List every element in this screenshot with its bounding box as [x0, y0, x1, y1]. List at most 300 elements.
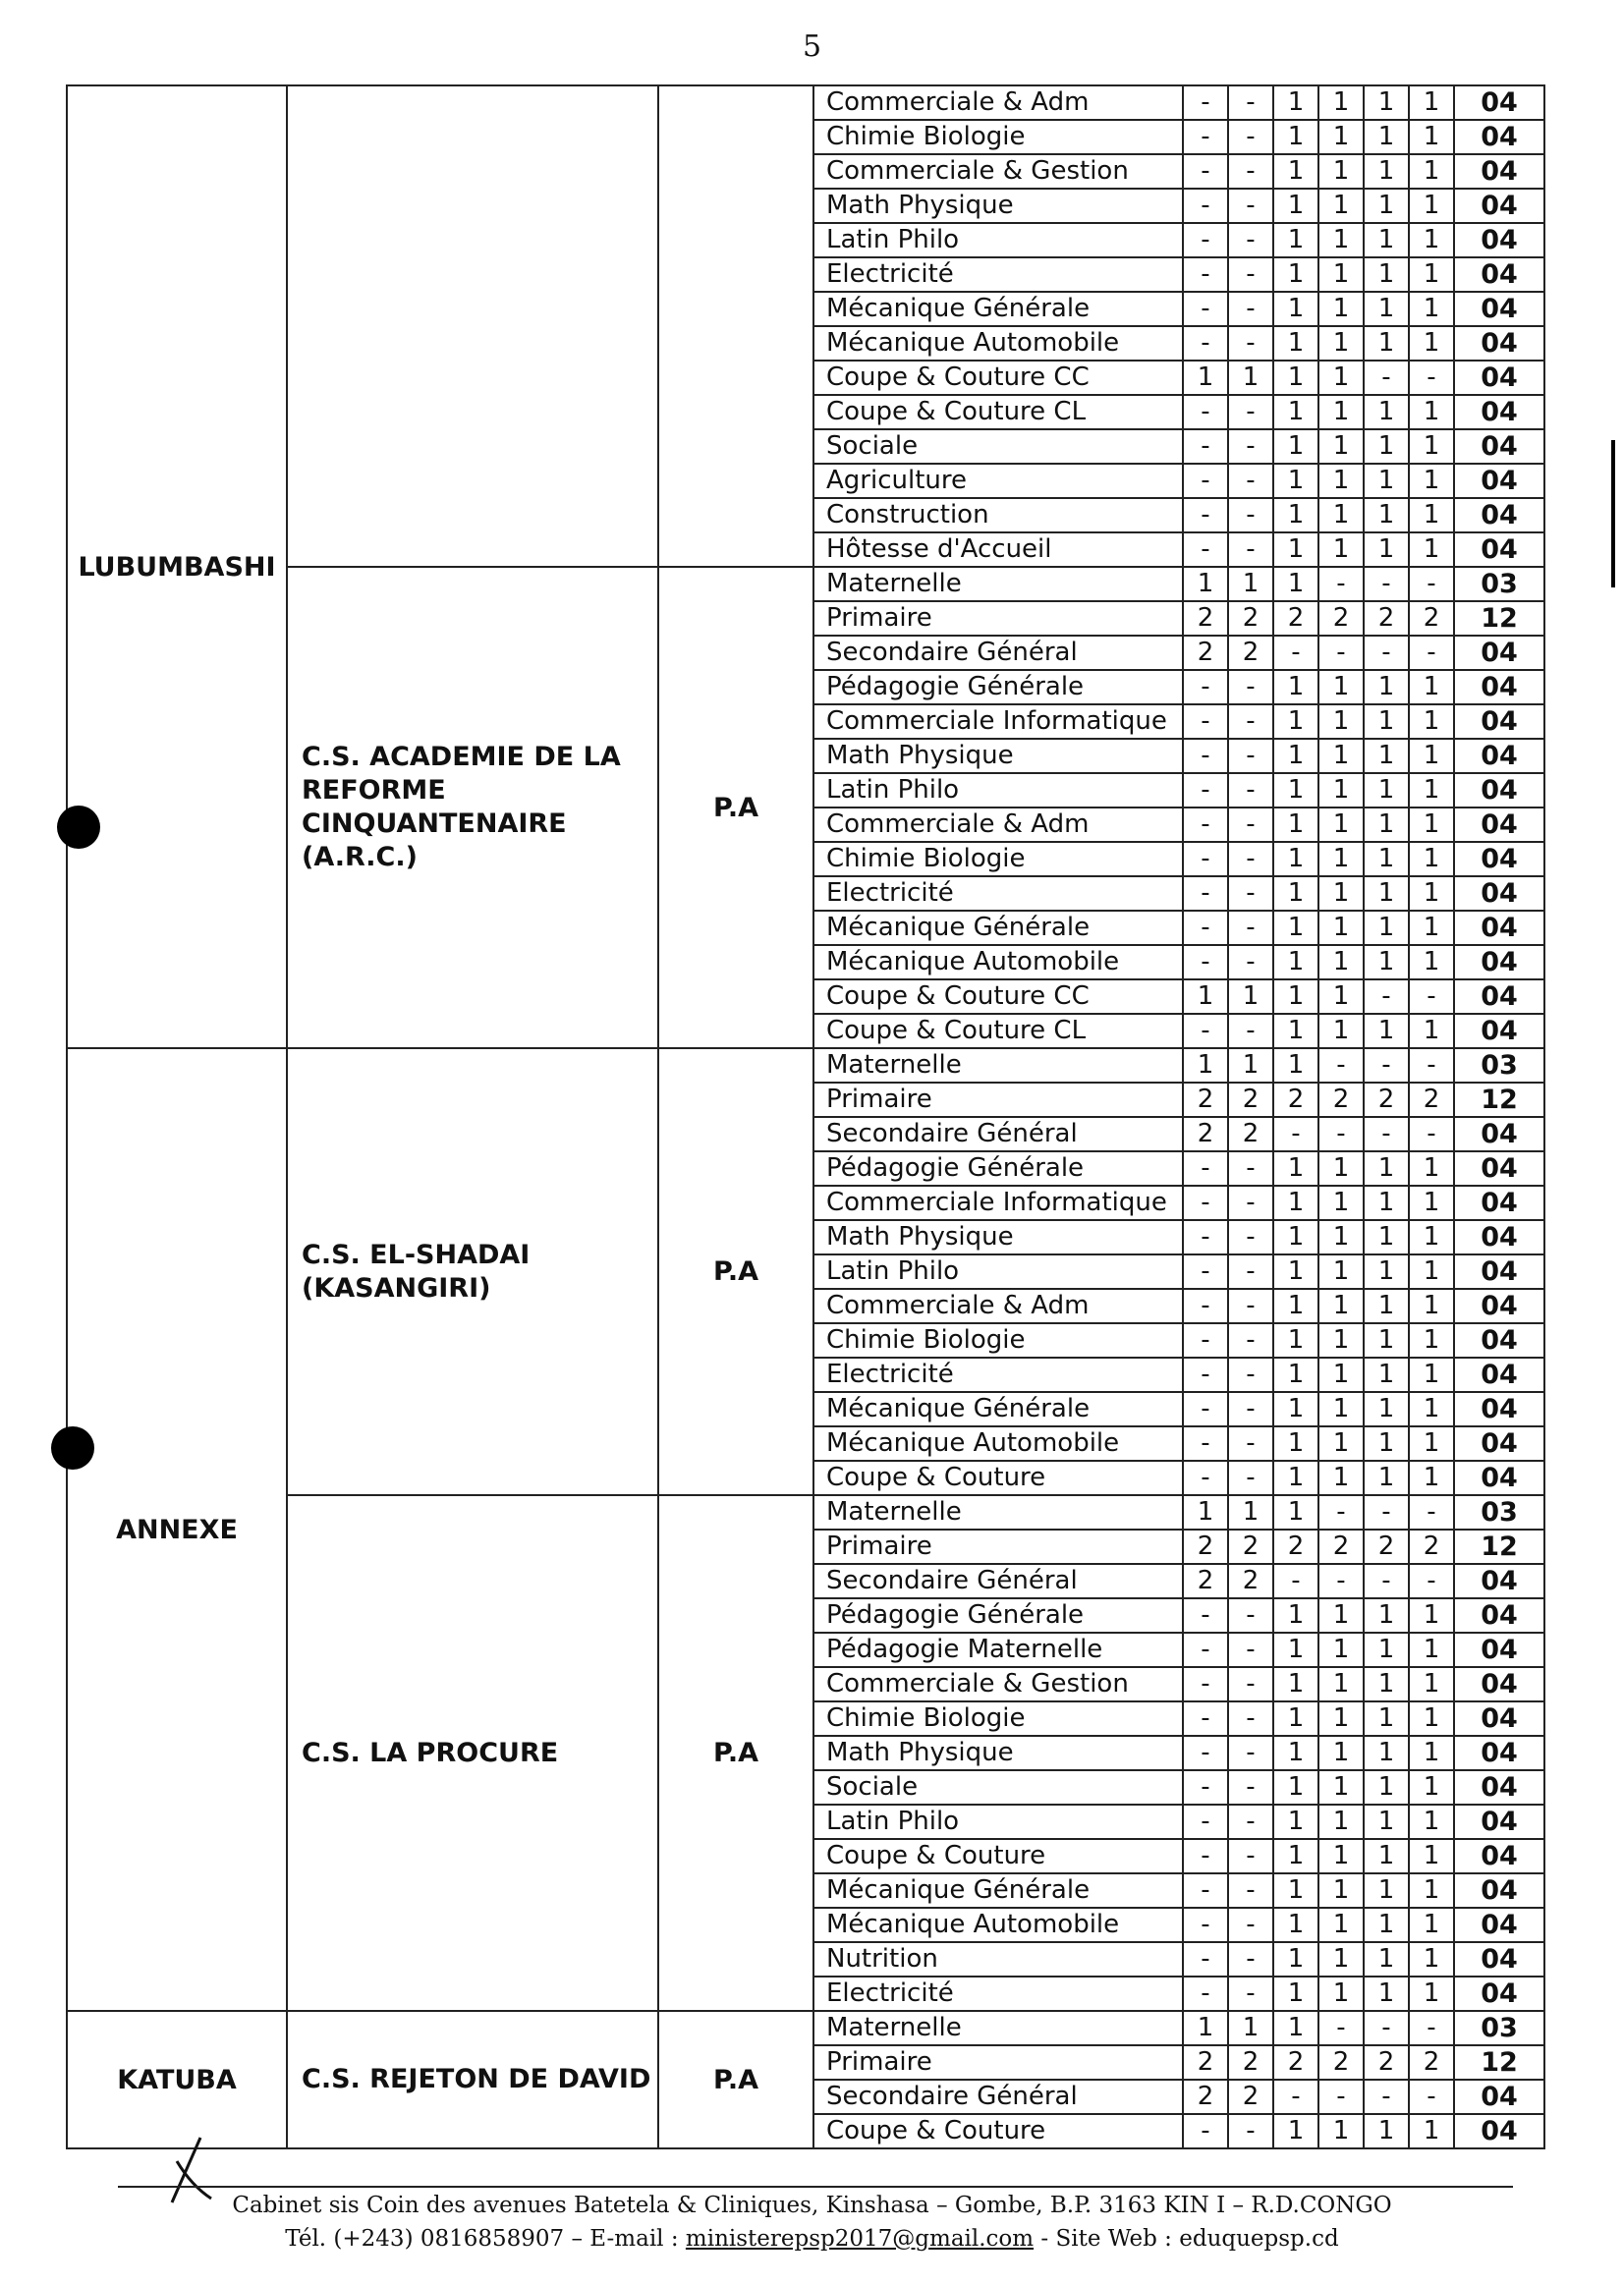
count-cell: 1	[1318, 1633, 1364, 1667]
count-cell: 1	[1364, 85, 1409, 120]
count-cell: -	[1183, 464, 1228, 498]
count-cell: 1	[1364, 911, 1409, 945]
count-cell: 2	[1183, 1530, 1228, 1564]
count-cell: 1	[1273, 567, 1318, 601]
count-cell: -	[1228, 464, 1273, 498]
count-cell: -	[1318, 2011, 1364, 2045]
count-cell: 1	[1364, 120, 1409, 154]
count-cell: 1	[1318, 1461, 1364, 1495]
count-cell: -	[1273, 2080, 1318, 2114]
count-cell: -	[1228, 292, 1273, 326]
count-cell: 1	[1273, 773, 1318, 808]
count-cell: 1	[1364, 704, 1409, 739]
count-cell: 1	[1364, 532, 1409, 567]
count-cell: 1	[1318, 1220, 1364, 1254]
count-cell: -	[1228, 532, 1273, 567]
count-cell: 1	[1364, 1014, 1409, 1048]
count-cell: 1	[1318, 1736, 1364, 1770]
count-cell: 2	[1409, 2045, 1454, 2080]
school-type-cell: P.A	[658, 2011, 813, 2148]
count-cell: 2	[1364, 601, 1409, 636]
count-cell: 1	[1409, 1323, 1454, 1358]
count-cell: 1	[1273, 1186, 1318, 1220]
count-cell: 1	[1409, 1633, 1454, 1667]
count-cell: 1	[1183, 1495, 1228, 1530]
count-cell: 1	[1409, 773, 1454, 808]
count-cell: 2	[1183, 1083, 1228, 1117]
count-cell: 1	[1318, 1426, 1364, 1461]
punch-hole	[51, 1426, 94, 1470]
count-cell: 1	[1273, 1323, 1318, 1358]
count-cell: 1	[1273, 189, 1318, 223]
option-cell: Sociale	[813, 429, 1183, 464]
count-cell: 1	[1364, 1426, 1409, 1461]
count-cell: -	[1228, 429, 1273, 464]
count-cell: 1	[1273, 808, 1318, 842]
count-cell: 1	[1364, 1220, 1409, 1254]
count-cell: 1	[1409, 85, 1454, 120]
count-cell: 1	[1273, 1358, 1318, 1392]
count-cell: 1	[1364, 1770, 1409, 1805]
total-cell: 04	[1454, 911, 1544, 945]
count-cell: 1	[1318, 395, 1364, 429]
option-cell: Commerciale & Adm	[813, 808, 1183, 842]
option-cell: Pédagogie Générale	[813, 670, 1183, 704]
count-cell: 1	[1409, 739, 1454, 773]
count-cell: -	[1364, 636, 1409, 670]
count-cell: 1	[1273, 1701, 1318, 1736]
total-cell: 04	[1454, 1564, 1544, 1598]
count-cell: -	[1183, 1701, 1228, 1736]
count-cell: 2	[1364, 1083, 1409, 1117]
count-cell: 2	[1318, 1530, 1364, 1564]
count-cell: 1	[1318, 1289, 1364, 1323]
count-cell: 1	[1183, 2011, 1228, 2045]
count-cell: 1	[1318, 842, 1364, 876]
option-cell: Chimie Biologie	[813, 1701, 1183, 1736]
count-cell: -	[1183, 326, 1228, 361]
count-cell: -	[1183, 1461, 1228, 1495]
count-cell: 1	[1364, 498, 1409, 532]
count-cell: 1	[1273, 85, 1318, 120]
count-cell: -	[1228, 1805, 1273, 1839]
count-cell: 2	[1318, 2045, 1364, 2080]
total-cell: 04	[1454, 154, 1544, 189]
count-cell: 1	[1318, 1942, 1364, 1977]
count-cell: -	[1228, 85, 1273, 120]
count-cell: 1	[1273, 945, 1318, 979]
count-cell: 1	[1318, 1392, 1364, 1426]
option-cell: Maternelle	[813, 1048, 1183, 1083]
count-cell: 1	[1409, 326, 1454, 361]
option-cell: Mécanique Automobile	[813, 945, 1183, 979]
count-cell: 1	[1273, 1254, 1318, 1289]
option-cell: Commerciale & Gestion	[813, 1667, 1183, 1701]
region-cell: LUBUMBASHI	[67, 85, 287, 1048]
count-cell: 1	[1364, 1151, 1409, 1186]
count-cell: -	[1228, 1461, 1273, 1495]
count-cell: 1	[1273, 1392, 1318, 1426]
count-cell: 1	[1364, 2114, 1409, 2148]
total-cell: 04	[1454, 464, 1544, 498]
option-cell: Coupe & Couture	[813, 2114, 1183, 2148]
count-cell: -	[1228, 1839, 1273, 1873]
total-cell: 03	[1454, 1048, 1544, 1083]
count-cell: 1	[1273, 326, 1318, 361]
option-cell: Latin Philo	[813, 223, 1183, 257]
count-cell: 1	[1364, 1701, 1409, 1736]
table-row	[67, 1048, 1544, 1083]
count-cell: 1	[1364, 1736, 1409, 1770]
count-cell: -	[1183, 395, 1228, 429]
count-cell: 1	[1273, 1633, 1318, 1667]
count-cell: -	[1318, 1048, 1364, 1083]
count-cell: 1	[1273, 1461, 1318, 1495]
count-cell: -	[1183, 1633, 1228, 1667]
count-cell: -	[1228, 154, 1273, 189]
count-cell: 1	[1364, 1977, 1409, 2011]
count-cell: 1	[1409, 1186, 1454, 1220]
count-cell: 1	[1273, 1151, 1318, 1186]
total-cell: 04	[1454, 498, 1544, 532]
count-cell: 1	[1409, 808, 1454, 842]
count-cell: 1	[1318, 1186, 1364, 1220]
count-cell: -	[1318, 567, 1364, 601]
total-cell: 04	[1454, 257, 1544, 292]
count-cell: 2	[1364, 2045, 1409, 2080]
count-cell: -	[1228, 189, 1273, 223]
total-cell: 03	[1454, 567, 1544, 601]
table-row	[67, 567, 1544, 601]
count-cell: -	[1183, 498, 1228, 532]
school-name-cell: C.S. ACADEMIE DE LA REFORME CINQUANTENAIRE (A.R.C.)	[287, 567, 658, 1048]
count-cell: -	[1364, 361, 1409, 395]
count-cell: 1	[1318, 1667, 1364, 1701]
count-cell: 1	[1318, 1254, 1364, 1289]
total-cell: 04	[1454, 1254, 1544, 1289]
count-cell: 1	[1273, 1942, 1318, 1977]
count-cell: 1	[1318, 670, 1364, 704]
count-cell: -	[1183, 1839, 1228, 1873]
option-cell: Math Physique	[813, 739, 1183, 773]
total-cell: 04	[1454, 945, 1544, 979]
count-cell: -	[1183, 876, 1228, 911]
count-cell: 1	[1364, 326, 1409, 361]
count-cell: 2	[1228, 1083, 1273, 1117]
total-cell: 04	[1454, 326, 1544, 361]
total-cell: 04	[1454, 223, 1544, 257]
total-cell: 04	[1454, 1392, 1544, 1426]
count-cell: -	[1318, 1495, 1364, 1530]
count-cell: 1	[1273, 2011, 1318, 2045]
count-cell: 1	[1273, 1977, 1318, 2011]
count-cell: 1	[1409, 876, 1454, 911]
count-cell: 2	[1183, 1117, 1228, 1151]
option-cell: Maternelle	[813, 2011, 1183, 2045]
count-cell: 1	[1364, 464, 1409, 498]
option-cell: Hôtesse d'Accueil	[813, 532, 1183, 567]
count-cell: 1	[1409, 1977, 1454, 2011]
count-cell: -	[1228, 773, 1273, 808]
count-cell: 1	[1318, 1358, 1364, 1392]
total-cell: 04	[1454, 1461, 1544, 1495]
count-cell: 1	[1318, 1151, 1364, 1186]
count-cell: -	[1183, 670, 1228, 704]
option-cell: Electricité	[813, 1977, 1183, 2011]
count-cell: 1	[1273, 292, 1318, 326]
count-cell: 1	[1273, 1289, 1318, 1323]
count-cell: 2	[1409, 601, 1454, 636]
count-cell: 1	[1364, 842, 1409, 876]
count-cell: -	[1228, 1977, 1273, 2011]
option-cell: Coupe & Couture CC	[813, 361, 1183, 395]
count-cell: -	[1409, 636, 1454, 670]
count-cell: 2	[1183, 2045, 1228, 2080]
count-cell: -	[1183, 1151, 1228, 1186]
count-cell: -	[1183, 1254, 1228, 1289]
count-cell: 1	[1273, 739, 1318, 773]
count-cell: -	[1228, 876, 1273, 911]
count-cell: 1	[1318, 429, 1364, 464]
total-cell: 04	[1454, 1289, 1544, 1323]
count-cell: 1	[1318, 257, 1364, 292]
count-cell: 1	[1273, 1598, 1318, 1633]
count-cell: -	[1183, 945, 1228, 979]
count-cell: -	[1183, 1392, 1228, 1426]
count-cell: -	[1364, 979, 1409, 1014]
count-cell: -	[1183, 1014, 1228, 1048]
count-cell: -	[1228, 1358, 1273, 1392]
count-cell: 1	[1318, 1701, 1364, 1736]
count-cell: 1	[1273, 498, 1318, 532]
count-cell: 1	[1409, 1770, 1454, 1805]
count-cell: -	[1183, 1977, 1228, 2011]
count-cell: -	[1409, 979, 1454, 1014]
count-cell: 1	[1318, 1014, 1364, 1048]
count-cell: -	[1183, 257, 1228, 292]
option-cell: Commerciale & Gestion	[813, 154, 1183, 189]
count-cell: 1	[1409, 1220, 1454, 1254]
option-cell: Mécanique Générale	[813, 1873, 1183, 1908]
option-cell: Secondaire Général	[813, 1564, 1183, 1598]
count-cell: 2	[1364, 1530, 1409, 1564]
count-cell: 2	[1228, 601, 1273, 636]
count-cell: 1	[1364, 223, 1409, 257]
count-cell: 1	[1364, 395, 1409, 429]
punch-hole	[57, 806, 100, 849]
count-cell: 2	[1183, 2080, 1228, 2114]
option-cell: Maternelle	[813, 567, 1183, 601]
count-cell: 1	[1318, 1873, 1364, 1908]
count-cell: 1	[1364, 1254, 1409, 1289]
count-cell: 1	[1364, 1873, 1409, 1908]
total-cell: 04	[1454, 1873, 1544, 1908]
count-cell: -	[1183, 292, 1228, 326]
count-cell: 1	[1364, 292, 1409, 326]
count-cell: -	[1183, 1873, 1228, 1908]
count-cell: -	[1183, 1323, 1228, 1358]
count-cell: -	[1364, 1495, 1409, 1530]
count-cell: 1	[1183, 1048, 1228, 1083]
count-cell: 1	[1273, 1908, 1318, 1942]
option-cell: Latin Philo	[813, 773, 1183, 808]
count-cell: 1	[1364, 257, 1409, 292]
count-cell: 1	[1273, 120, 1318, 154]
option-cell: Maternelle	[813, 1495, 1183, 1530]
total-cell: 04	[1454, 1667, 1544, 1701]
option-cell: Electricité	[813, 1358, 1183, 1392]
count-cell: -	[1228, 1873, 1273, 1908]
total-cell: 12	[1454, 601, 1544, 636]
count-cell: 1	[1409, 704, 1454, 739]
count-cell: 2	[1228, 1530, 1273, 1564]
count-cell: -	[1409, 2080, 1454, 2114]
count-cell: -	[1183, 1220, 1228, 1254]
option-cell: Secondaire Général	[813, 2080, 1183, 2114]
table-row	[67, 1495, 1544, 1530]
count-cell: -	[1183, 911, 1228, 945]
count-cell: -	[1183, 532, 1228, 567]
count-cell: -	[1228, 1151, 1273, 1186]
count-cell: -	[1228, 1736, 1273, 1770]
count-cell: 1	[1228, 567, 1273, 601]
count-cell: -	[1228, 842, 1273, 876]
count-cell: 1	[1318, 120, 1364, 154]
option-cell: Math Physique	[813, 1220, 1183, 1254]
count-cell: 2	[1228, 2045, 1273, 2080]
count-cell: 1	[1318, 326, 1364, 361]
count-cell: 1	[1409, 1598, 1454, 1633]
total-cell: 04	[1454, 704, 1544, 739]
count-cell: 1	[1409, 1805, 1454, 1839]
count-cell: 1	[1318, 773, 1364, 808]
count-cell: 2	[1273, 601, 1318, 636]
school-name-cell	[287, 85, 658, 567]
count-cell: -	[1318, 1117, 1364, 1151]
option-cell: Primaire	[813, 1083, 1183, 1117]
count-cell: 1	[1318, 154, 1364, 189]
count-cell: 1	[1273, 876, 1318, 911]
count-cell: 1	[1273, 257, 1318, 292]
count-cell: 1	[1409, 223, 1454, 257]
count-cell: 1	[1228, 1048, 1273, 1083]
count-cell: 2	[1228, 1117, 1273, 1151]
count-cell: -	[1228, 1289, 1273, 1323]
count-cell: -	[1183, 1942, 1228, 1977]
total-cell: 04	[1454, 1598, 1544, 1633]
footer-phone: Tél. (+243) 0816858907 – E-mail :	[285, 2226, 686, 2252]
count-cell: 2	[1228, 1564, 1273, 1598]
total-cell: 04	[1454, 1839, 1544, 1873]
count-cell: 1	[1273, 1839, 1318, 1873]
count-cell: 1	[1364, 1839, 1409, 1873]
margin-mark	[1611, 440, 1615, 587]
count-cell: -	[1183, 842, 1228, 876]
count-cell: -	[1228, 1186, 1273, 1220]
count-cell: -	[1183, 1358, 1228, 1392]
total-cell: 03	[1454, 1495, 1544, 1530]
total-cell: 04	[1454, 1117, 1544, 1151]
count-cell: -	[1228, 911, 1273, 945]
count-cell: 2	[1273, 1530, 1318, 1564]
total-cell: 04	[1454, 670, 1544, 704]
option-cell: Mécanique Générale	[813, 911, 1183, 945]
school-name-cell: C.S. LA PROCURE	[287, 1495, 658, 2011]
total-cell: 04	[1454, 1942, 1544, 1977]
footer-email-link[interactable]: ministerepsp2017@gmail.com	[685, 2226, 1035, 2252]
count-cell: 1	[1409, 1392, 1454, 1426]
option-cell: Primaire	[813, 601, 1183, 636]
option-cell: Mécanique Automobile	[813, 1908, 1183, 1942]
count-cell: 1	[1409, 1908, 1454, 1942]
count-cell: 1	[1364, 1461, 1409, 1495]
total-cell: 04	[1454, 1323, 1544, 1358]
count-cell: 1	[1273, 1426, 1318, 1461]
option-cell: Mécanique Automobile	[813, 326, 1183, 361]
count-cell: -	[1228, 1426, 1273, 1461]
count-cell: 1	[1273, 1667, 1318, 1701]
count-cell: 1	[1228, 2011, 1273, 2045]
count-cell: 1	[1318, 1977, 1364, 2011]
count-cell: 1	[1273, 1736, 1318, 1770]
total-cell: 04	[1454, 395, 1544, 429]
option-cell: Commerciale Informatique	[813, 704, 1183, 739]
total-cell: 12	[1454, 1083, 1544, 1117]
option-cell: Primaire	[813, 2045, 1183, 2080]
count-cell: 1	[1318, 223, 1364, 257]
count-cell: 1	[1364, 1633, 1409, 1667]
count-cell: 1	[1409, 395, 1454, 429]
option-cell: Latin Philo	[813, 1254, 1183, 1289]
count-cell: -	[1183, 1186, 1228, 1220]
count-cell: 1	[1409, 1667, 1454, 1701]
footer-address: Cabinet sis Coin des avenues Batetela & Cliniques, Kinshasa – Gombe, B.P. 3163 KIN I – R.D.CONGO	[232, 2193, 1392, 2218]
count-cell: 1	[1364, 189, 1409, 223]
school-name-cell: C.S. EL-SHADAI (KASANGIRI)	[287, 1048, 658, 1495]
count-cell: -	[1409, 1048, 1454, 1083]
total-cell: 04	[1454, 532, 1544, 567]
school-type-cell: P.A	[658, 567, 813, 1048]
count-cell: 2	[1228, 636, 1273, 670]
count-cell: -	[1364, 1048, 1409, 1083]
count-cell: 2	[1318, 601, 1364, 636]
option-cell: Mécanique Automobile	[813, 1426, 1183, 1461]
count-cell: -	[1183, 1736, 1228, 1770]
count-cell: 1	[1318, 498, 1364, 532]
count-cell: -	[1183, 773, 1228, 808]
count-cell: 1	[1409, 1839, 1454, 1873]
count-cell: -	[1183, 808, 1228, 842]
count-cell: 2	[1228, 2080, 1273, 2114]
total-cell: 04	[1454, 1426, 1544, 1461]
option-cell: Coupe & Couture CL	[813, 1014, 1183, 1048]
count-cell: -	[1228, 395, 1273, 429]
count-cell: -	[1364, 1117, 1409, 1151]
count-cell: 1	[1409, 257, 1454, 292]
option-cell: Math Physique	[813, 1736, 1183, 1770]
count-cell: 1	[1364, 1358, 1409, 1392]
total-cell: 04	[1454, 361, 1544, 395]
option-cell: Coupe & Couture CC	[813, 979, 1183, 1014]
count-cell: -	[1183, 2114, 1228, 2148]
count-cell: -	[1228, 1942, 1273, 1977]
count-cell: 1	[1273, 1014, 1318, 1048]
count-cell: 2	[1273, 2045, 1318, 2080]
total-cell: 04	[1454, 773, 1544, 808]
count-cell: -	[1228, 670, 1273, 704]
option-cell: Secondaire Général	[813, 636, 1183, 670]
count-cell: -	[1364, 2080, 1409, 2114]
